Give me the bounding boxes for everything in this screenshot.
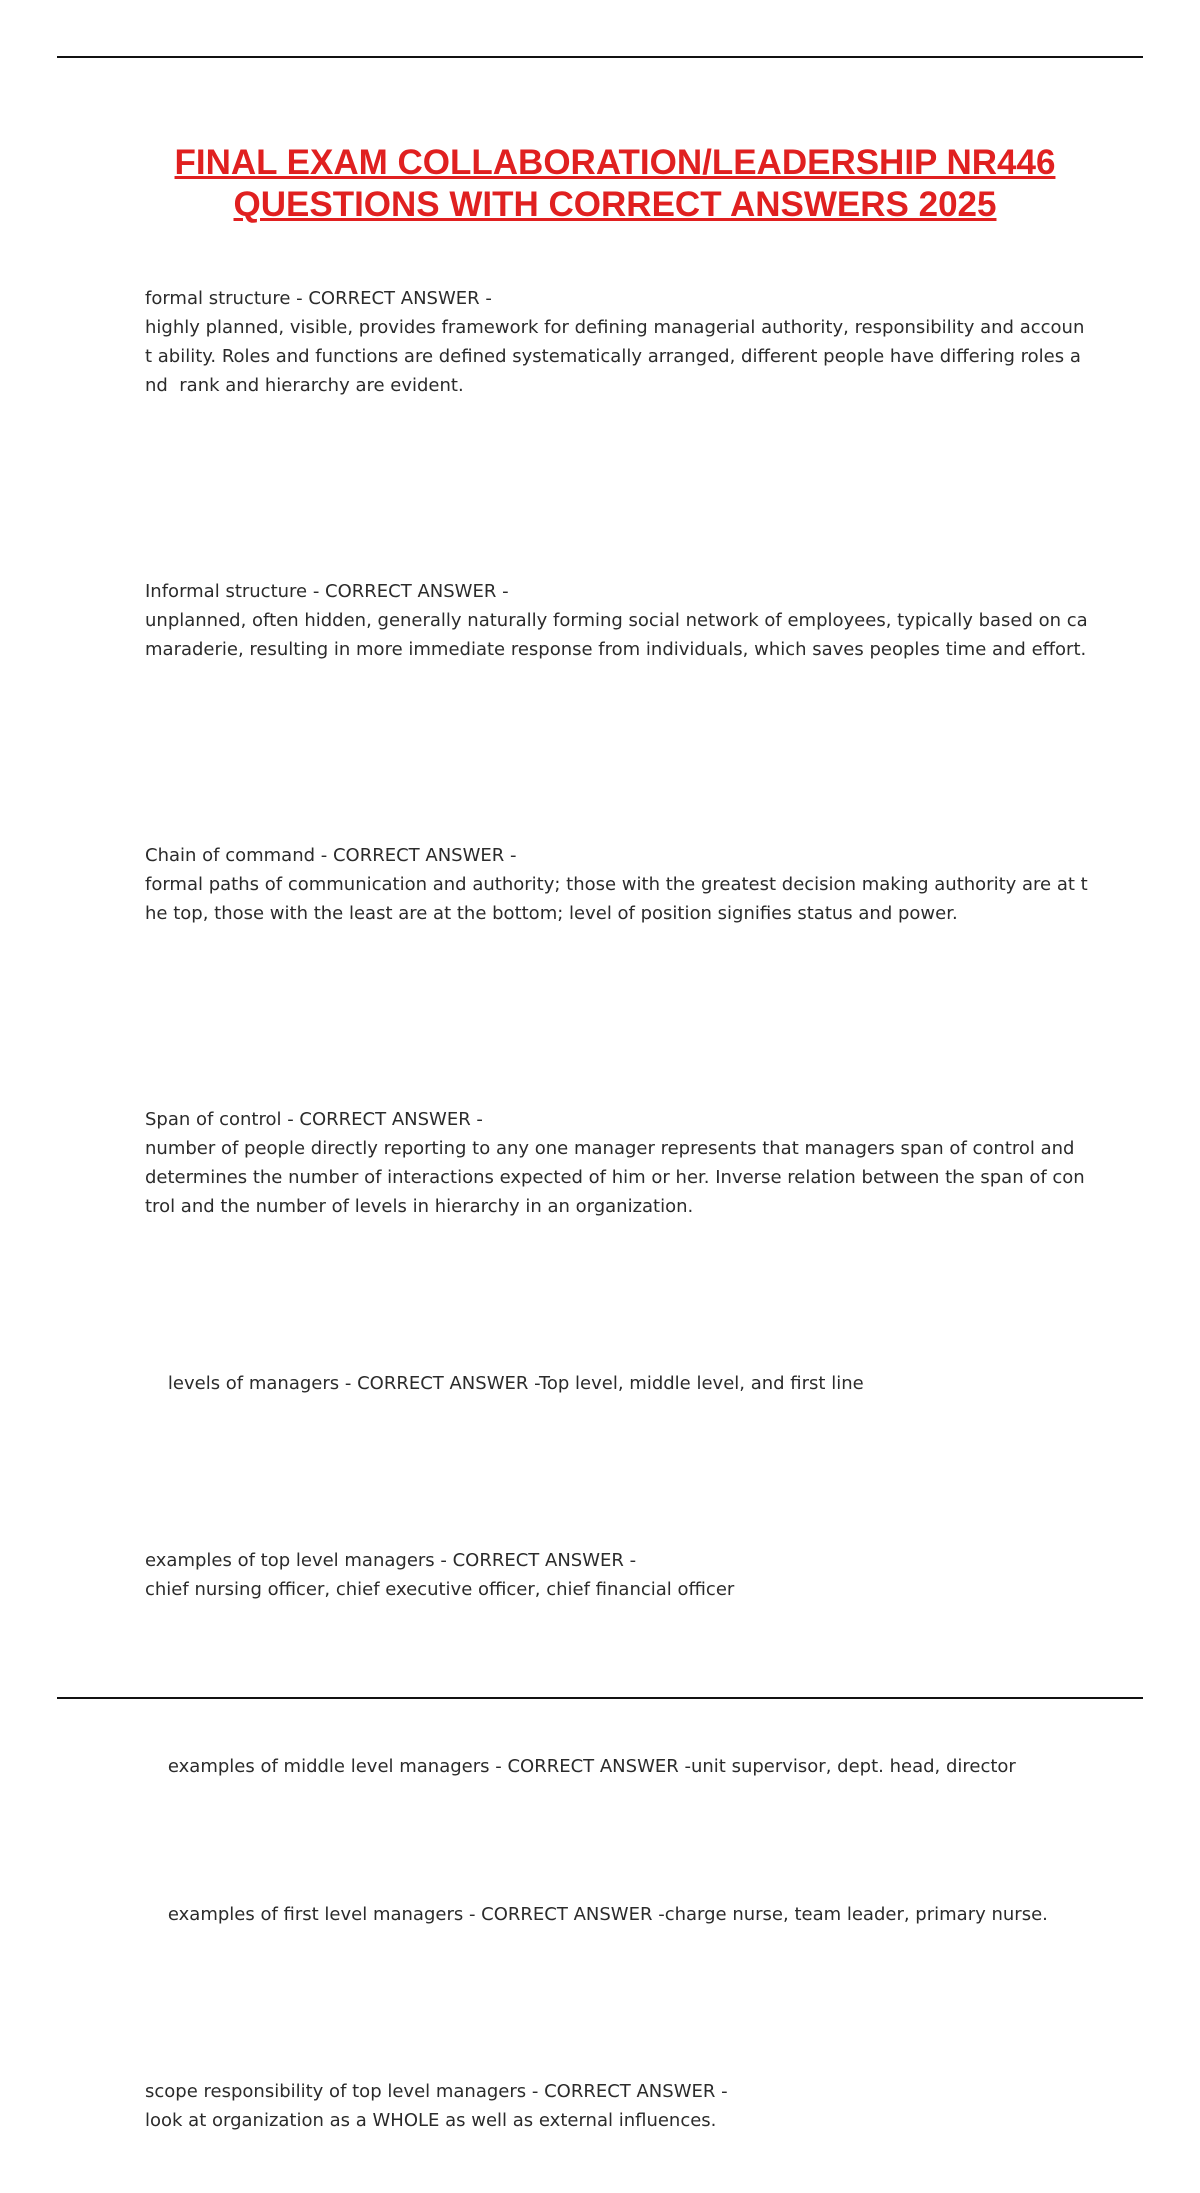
question-text: examples of middle level managers - CORRECT ANSWER - xyxy=(167,1756,691,1777)
question-text: scope responsibility of top level managers - CORRECT ANSWER - xyxy=(145,2081,728,2102)
question-text: Informal structure - CORRECT ANSWER - xyxy=(145,581,509,602)
answer-text: look at organization as a WHOLE as well as external influences. xyxy=(145,2110,717,2131)
question-text: formal structure - CORRECT ANSWER - xyxy=(145,288,492,309)
question-text: examples of first level managers - CORRECT ANSWER - xyxy=(167,1904,665,1925)
qa-item xyxy=(145,226,1090,458)
question-text: examples of top level managers - CORRECT ANSWER - xyxy=(145,1550,637,1571)
top-rule xyxy=(57,56,1143,58)
answer-text: chief nursing officer, chief executive officer, chief financial officer xyxy=(145,1579,735,1600)
qa-item xyxy=(145,1723,1090,1810)
qa-item xyxy=(145,1340,1090,1427)
answer-text: charge nurse, team leader, primary nurse. xyxy=(664,1904,1048,1925)
question-text: Chain of command - CORRECT ANSWER - xyxy=(145,845,517,866)
answer-text: formal paths of communication and authority; those with the greatest decision making authority are at the top, those with the least are at the bottom; level of position signifies status and power. xyxy=(145,874,1088,924)
qa-item xyxy=(145,2019,1090,2193)
qa-item xyxy=(145,1047,1090,1279)
title-line-1: FINAL EXAM COLLABORATION/LEADERSHIP NR446 xyxy=(174,143,1056,182)
answer-text: Top level, middle level, and first line xyxy=(538,1373,864,1394)
qa-item xyxy=(145,519,1094,722)
answer-text: number of people directly reporting to any one manager represents that managers span of control and determines the number of interactions expected of him or her. Inverse relation between the span of con trol and the number of levels in hierarchy in an organization. xyxy=(145,1138,1091,1217)
title-line-2: QUESTIONS WITH CORRECT ANSWERS 2025 xyxy=(233,185,997,224)
answer-text: highly planned, visible, provides framework for defining managerial authority, responsibility and account ability. Roles and functions are defined systematically arranged, different people have differing roles and rank and hierarchy are evident. xyxy=(145,317,1085,396)
qa-item xyxy=(145,783,1090,986)
qa-list xyxy=(145,226,1094,2193)
qa-item xyxy=(145,1871,1090,1958)
bottom-rule xyxy=(57,1697,1143,1699)
question-text: levels of managers - CORRECT ANSWER - xyxy=(167,1373,539,1394)
question-text: Span of control - CORRECT ANSWER - xyxy=(145,1109,483,1130)
answer-text: unit supervisor, dept. head, director xyxy=(690,1756,1016,1777)
document-title xyxy=(100,142,1130,226)
qa-item xyxy=(145,1488,1090,1662)
answer-text: unplanned, often hidden, generally naturally forming social network of employees, typically based on ca maraderie, resulting in more immediate response from individuals, which saves peoples time and effort. xyxy=(145,610,1094,660)
